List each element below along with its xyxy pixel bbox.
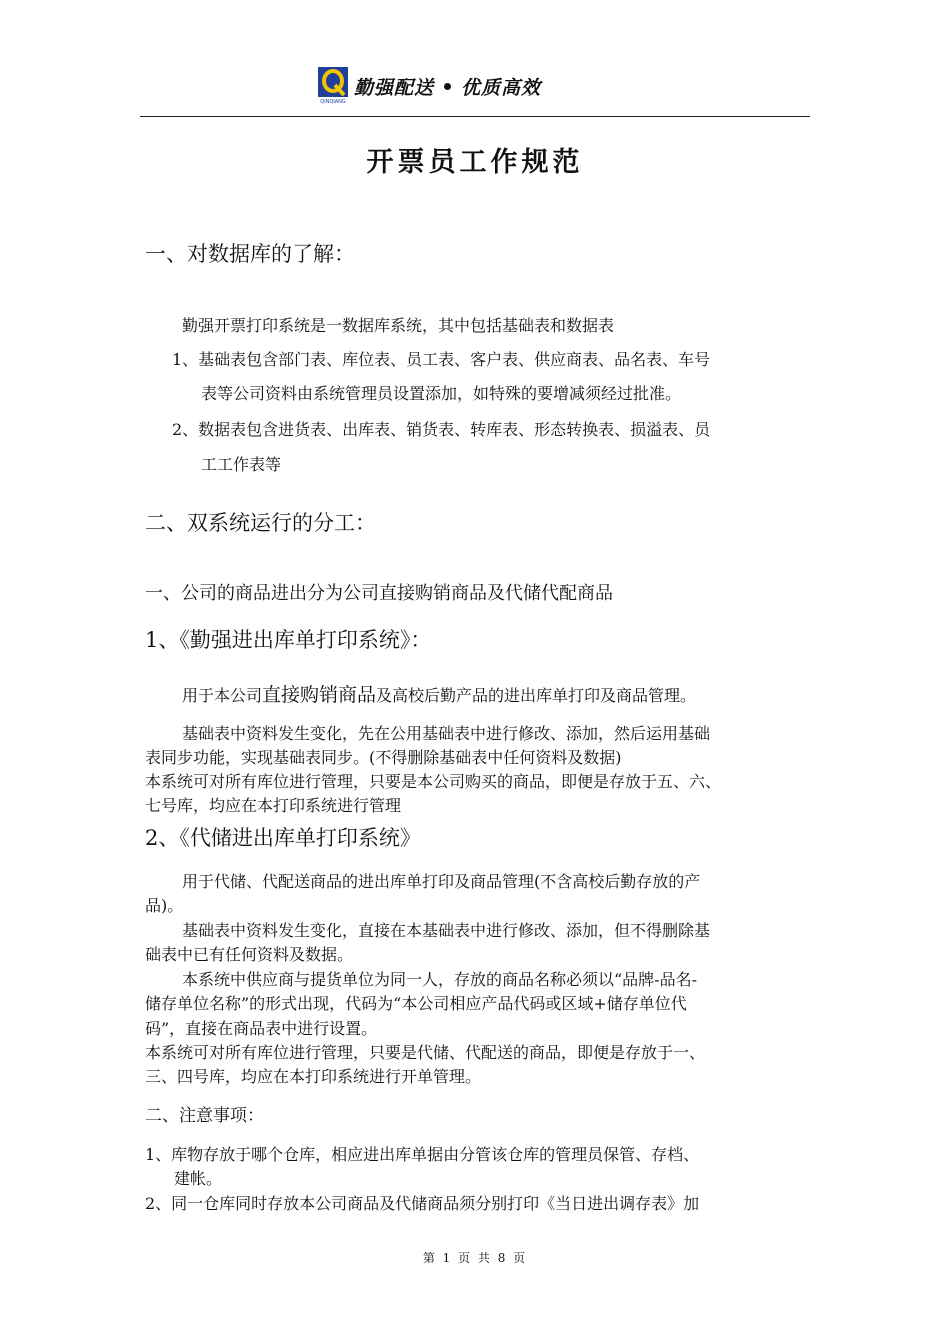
slogan-left: 勤强配送 — [354, 76, 435, 99]
system1-use — [182, 680, 696, 707]
section2-sub1: 一、公司的商品进出分为公司直接购销商品及代储代配商品 — [145, 583, 613, 604]
section1-heading: 一、对数据库的了解： — [145, 242, 355, 266]
system2-p3-line1: 本系统中供应商与提货单位为同一人，存放的商品名称必须以“品牌-品名- — [182, 970, 697, 989]
system1-p2-line2: 表同步功能，实现基础表同步。(不得删除基础表中任何资料及数据) — [145, 748, 622, 767]
bullet-dot-icon — [444, 83, 451, 90]
section2-heading: 二、双系统运行的分工： — [145, 511, 376, 535]
section1-item2-line2: 工工作表等 — [201, 455, 282, 474]
system1-p3-line2: 七号库，均应在本打印系统进行管理 — [145, 796, 402, 815]
system2-p3-line2: 储存单位名称”的形式出现，代码为“本公司相应产品代码或区域+储存单位代 — [145, 994, 687, 1013]
system2-p4-line2: 三、四号库，均应在本打印系统进行开单管理。 — [145, 1067, 482, 1086]
system2-p2-line1: 基础表中资料发生变化，直接在本基础表中进行修改、添加，但不得删除基 — [182, 921, 711, 940]
system2-p2-line2: 础表中已有任何资料及数据。 — [145, 945, 354, 964]
company-logo — [318, 67, 348, 105]
section1-item1-line1: 1、基础表包含部门表、库位表、员工表、客户表、供应商表、品名表、车号 — [172, 350, 711, 369]
header-rule — [140, 116, 810, 117]
system2-p1-line1: 用于代储、代配送商品的进出库单打印及商品管理(不含高校后勤存放的产 — [182, 872, 701, 891]
system2-p4-line1: 本系统可对所有库位进行管理，只要是代储、代配送的商品，即便是存放于一、 — [145, 1043, 706, 1062]
section1-item1-line2: 表等公司资料由系统管理员设置添加，如特殊的要增减须经过批准。 — [201, 384, 682, 403]
system1-use-pre: 用于本公司 — [182, 686, 263, 705]
section2-sub2: 二、注意事项： — [145, 1106, 264, 1126]
page-footer: 第 1 页 共 8 页 — [422, 1251, 528, 1265]
system1-title: 1、《勤强进出库单打印系统》： — [145, 628, 432, 652]
note1-line1: 1、库物存放于哪个仓库，相应进出库单据由分管该仓库的管理员保管、存档、 — [145, 1145, 700, 1164]
system1-p2-line1: 基础表中资料发生变化，先在公用基础表中进行修改、添加，然后运用基础 — [182, 724, 711, 743]
section1-item2-line1: 2、数据表包含进货表、出库表、销货表、转库表、形态转换表、损溢表、员 — [172, 420, 711, 439]
system2-p1-line2: 品)。 — [145, 896, 184, 915]
page-header — [318, 64, 541, 108]
system1-use-post: 及高校后勤产品的进出库单打印及商品管理。 — [376, 686, 697, 705]
note2-line1: 2、同一仓库同时存放本公司商品及代储商品须分别打印《当日进出调存表》加 — [145, 1194, 700, 1213]
system1-p3-line1: 本系统可对所有库位进行管理，只要是本公司购买的商品，即便是存放于五、六、 — [145, 772, 722, 791]
logo-caption: QINQIANG — [320, 99, 346, 105]
section1-intro: 勤强开票打印系统是一数据库系统，其中包括基础表和数据表 — [182, 316, 615, 335]
slogan — [354, 73, 541, 100]
system1-use-emphasis: 直接购销商品 — [262, 684, 377, 706]
page-title: 开票员工作规范 — [366, 147, 584, 178]
note1-line2: 建帐。 — [174, 1169, 223, 1188]
system2-title: 2、《代储进出库单打印系统》 — [145, 826, 421, 850]
slogan-right: 优质高效 — [461, 76, 542, 99]
system2-p3-line3: 码”，直接在商品表中进行设置。 — [145, 1019, 378, 1038]
